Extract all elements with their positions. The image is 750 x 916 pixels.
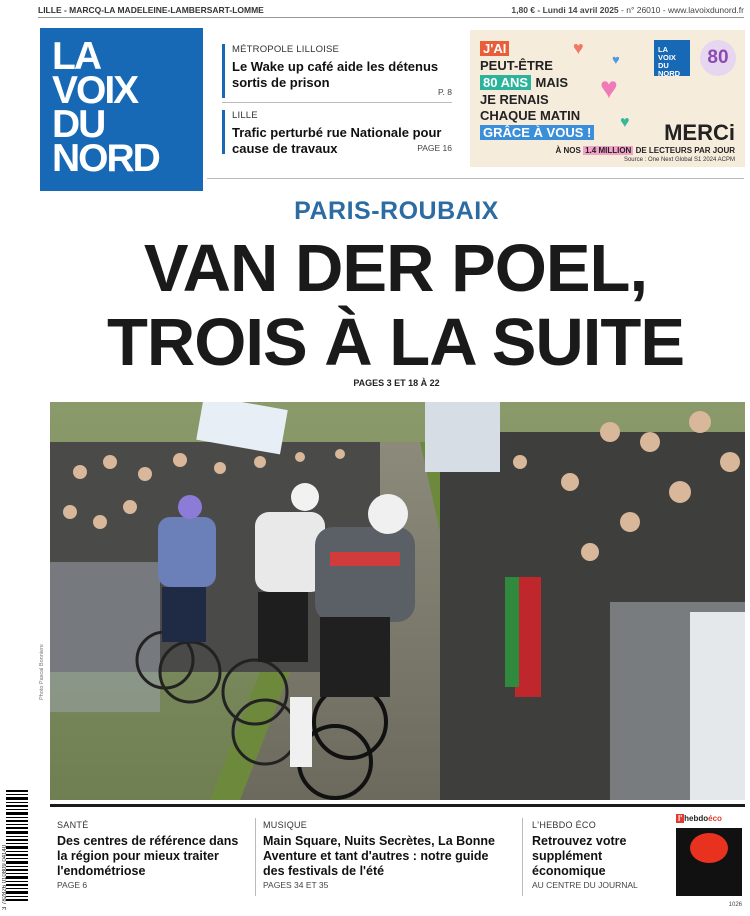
teaser-headline: Main Square, Nuits Secrètes, La Bonne Aventure et tant d'autres : notre guide des festivals de l'été: [263, 834, 496, 878]
ad-line: MAIS: [535, 75, 568, 90]
logo-line: DU: [52, 103, 105, 146]
header-divider: [207, 178, 744, 179]
teaser-item[interactable]: [57, 820, 247, 890]
ad-line: JE RENAIS: [480, 92, 549, 107]
lead-photo[interactable]: [50, 402, 745, 800]
logo-line: VOIX: [52, 69, 138, 112]
photo-credit: Photo Pascal Bonniere: [39, 644, 45, 700]
lead-pages: PAGES 3 ET 18 À 22: [353, 378, 440, 388]
edition-bar: [38, 3, 744, 17]
brief-page: PAGE 16: [417, 143, 452, 153]
heart-icon: ♥: [573, 38, 584, 58]
ad-logo: [654, 40, 690, 76]
hebdo-prefix: l': [678, 814, 683, 823]
brief-item[interactable]: [222, 44, 452, 98]
teaser-item[interactable]: [263, 820, 513, 890]
logo-line: NORD: [52, 137, 159, 180]
ad-logo-line: NORD: [658, 69, 681, 78]
brief-kicker: LILLE: [232, 110, 258, 121]
top-divider: [38, 17, 744, 18]
brief-headline: Le Wake up café aide les détenus sortis de prison: [232, 59, 439, 90]
hebdo-name: hebdo: [684, 814, 709, 823]
ad-highlight: 80 ANS: [480, 75, 531, 90]
teaser-kicker: L'HEBDO ÉCO: [532, 820, 597, 830]
ad-stat-prefix: À NOS: [555, 146, 581, 155]
heart-icon: ♥: [600, 72, 618, 105]
anniversary-badge: 80: [700, 40, 736, 76]
ad-line: CHAQUE MATIN: [480, 108, 581, 123]
headline-line: TROIS À LA SUITE: [106, 305, 685, 380]
teaser-headline: Retrouvez votre supplément économique: [532, 834, 627, 878]
teaser-headline: Des centres de référence dans la région pour mieux traiter l'endométriose: [57, 834, 239, 878]
brief-item[interactable]: [222, 110, 452, 154]
lead-headline[interactable]: [40, 232, 750, 380]
brief-kicker: MÉTROPOLE LILLOISE: [232, 44, 340, 55]
ad-line: PEUT-ÊTRE: [480, 58, 553, 73]
website-link[interactable]: www.lavoixdunord.fr: [667, 5, 744, 15]
edition-label: LILLE - MARCQ-LA MADELEINE-LAMBERSART-LOMME: [38, 5, 264, 15]
ad-thanks: MERCi: [664, 120, 735, 145]
hebdo-label: [676, 814, 742, 823]
ad-logo-line: VOIX: [658, 53, 676, 62]
teaser-divider: [522, 818, 523, 896]
lead-kicker: PARIS-ROUBAIX: [294, 197, 499, 225]
masthead-logo[interactable]: [40, 28, 203, 191]
logo-line: LA: [52, 35, 100, 78]
heart-icon: ♥: [620, 114, 630, 131]
issue-info: [511, 5, 744, 15]
teaser-item[interactable]: [532, 820, 672, 890]
ad-line: J'AI: [480, 41, 509, 56]
footer-divider: [50, 804, 745, 807]
hebdo-cover-image: [676, 828, 742, 896]
teaser-page: PAGES 34 ET 35: [263, 880, 329, 890]
anniversary-ad[interactable]: [470, 30, 745, 167]
teaser-page: AU CENTRE DU JOURNAL: [532, 880, 638, 890]
hebdo-suffix: éco: [708, 814, 722, 823]
ad-stat-suffix: DE LECTEURS PAR JOUR: [635, 146, 735, 155]
heart-icon: ♥: [612, 52, 620, 67]
ad-highlight: GRÂCE À VOUS !: [480, 125, 594, 140]
ad-logo-line: DU: [658, 61, 669, 70]
ad-stat: [556, 146, 735, 155]
teaser-page: PAGE 6: [57, 880, 88, 890]
hebdo-eco-cover[interactable]: [676, 814, 742, 899]
sun-graphic: [690, 833, 728, 863]
brief-divider: [222, 102, 452, 103]
brief-page: P. 8: [437, 87, 452, 97]
brief-headline: Trafic perturbé rue Nationale pour cause de travaux: [232, 125, 442, 156]
headline-line: VAN DER POEL,: [143, 231, 648, 306]
ad-source: Source : One Next Global S1 2024 ACPM: [623, 157, 735, 163]
teaser-kicker: SANTÉ: [57, 820, 89, 830]
issue-code: 1026: [728, 902, 742, 908]
barcode-number: 3 782826 010809 04140: [2, 844, 8, 910]
issue-number: - n° 26010 -: [621, 5, 666, 15]
teaser-kicker: MUSIQUE: [263, 820, 308, 830]
ad-stat-highlight: 1.4 MILLION: [585, 146, 632, 155]
teaser-divider: [255, 818, 256, 896]
ad-logo-line: LA: [658, 45, 668, 54]
price-date: 1,80 € - Lundi 14 avril 2025: [511, 5, 619, 15]
